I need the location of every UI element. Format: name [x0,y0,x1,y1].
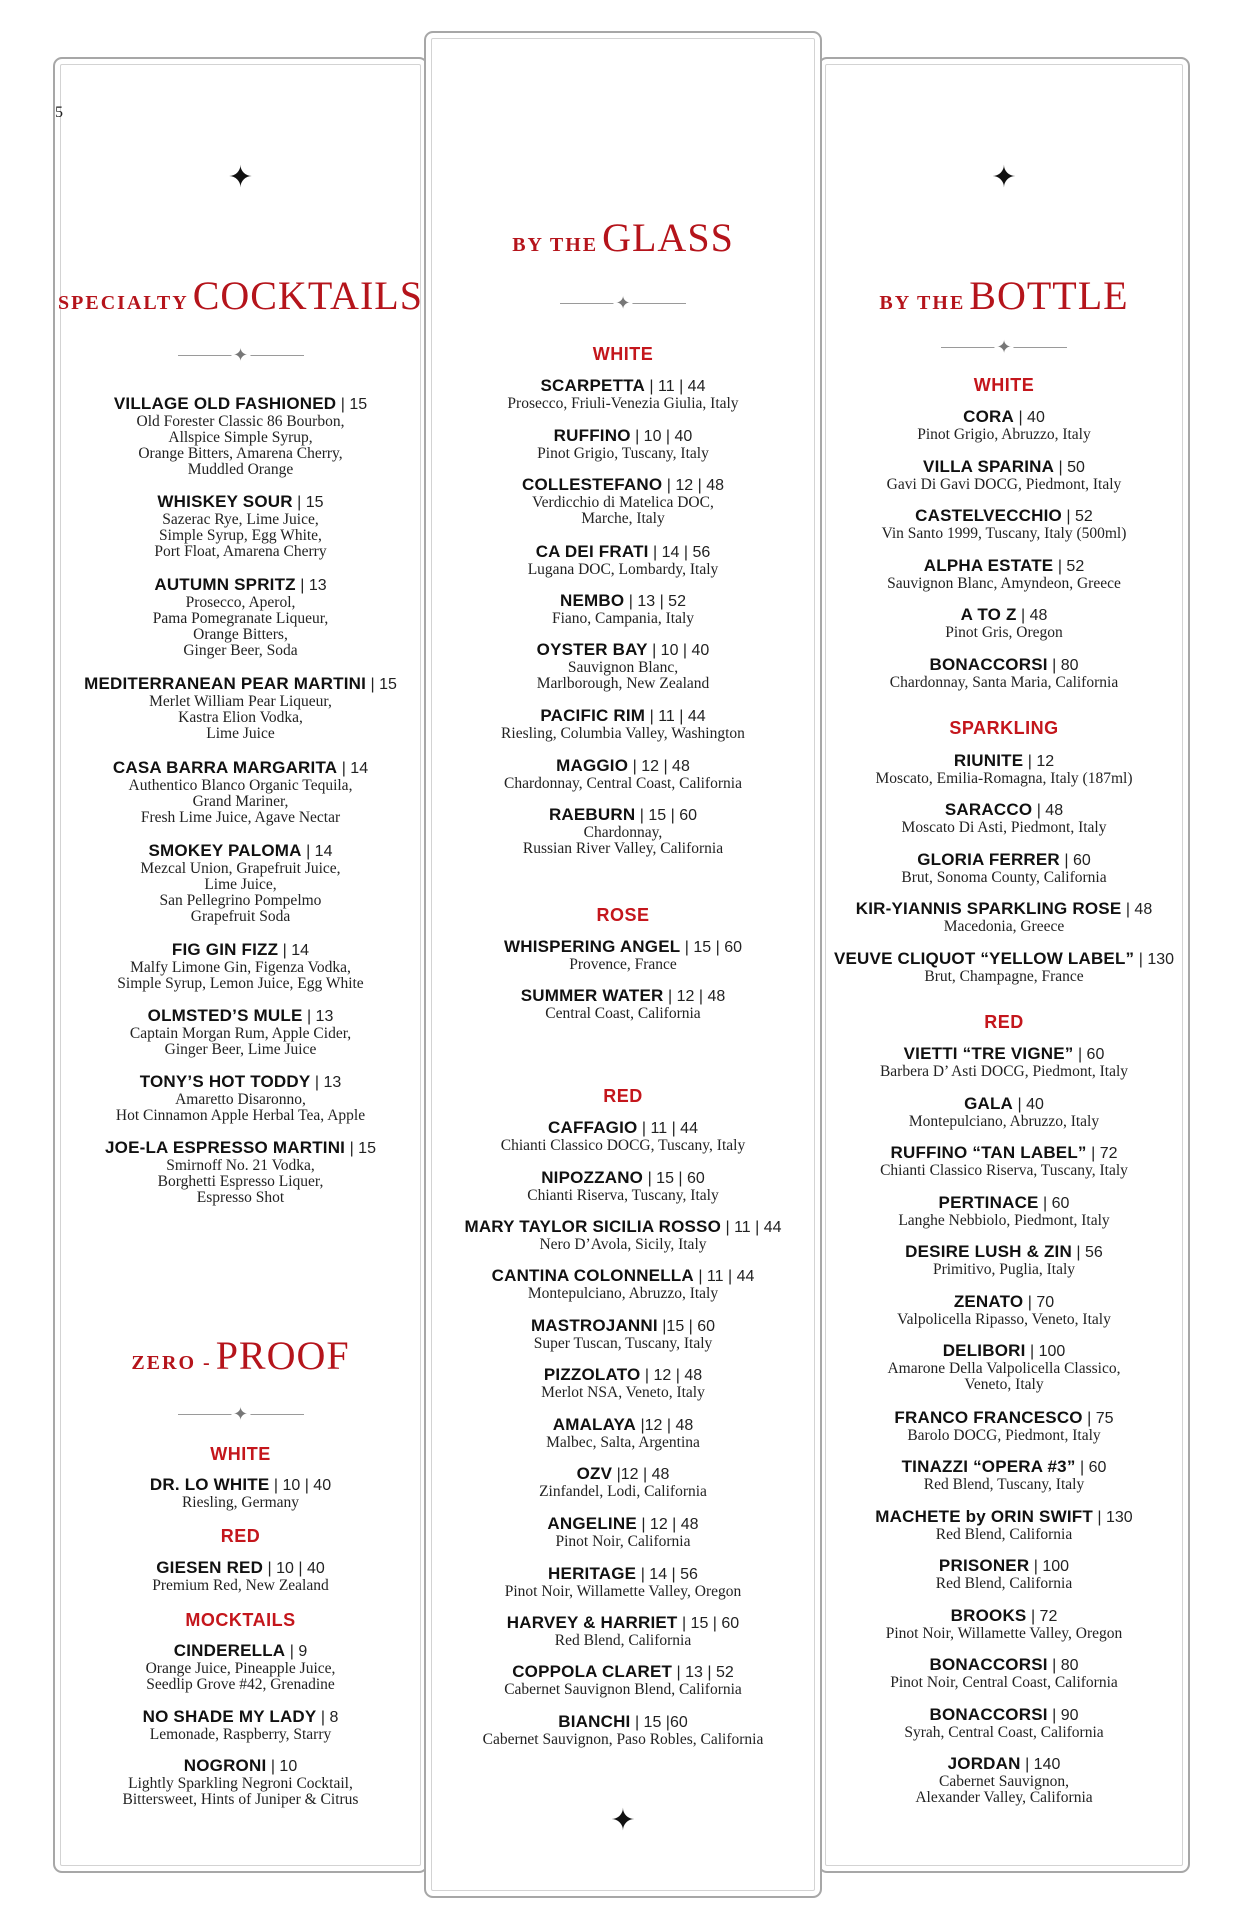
glass-title [424,214,822,261]
menu-item: TINAZZI “OPERA #3” | 60 Red Blend, Tuscany, Italy [901,1457,1107,1493]
menu-item: ALPHA ESTATE | 52 Sauvignon Blanc, Amyndeon, Greece [887,556,1121,592]
section-heading: RED [220,1526,261,1546]
menu-item: SMOKEY PALOMA | 14 Mezcal Union, Grapefruit Juice, Lime Juice, San Pellegrino Pompelmo Grapefruit Soda [140,841,341,925]
menu-item: AUTUMN SPRITZ | 13 Prosecco, Aperol, Pama Pomegranate Liqueur, Orange Bitters, Ginger Beer, Soda [152,575,329,659]
cocktails-title-small: SPECIALTY [58,292,189,314]
section-heading: RED [984,1012,1024,1032]
ornamental-divider [560,294,686,314]
menu-item: MARY TAYLOR SICILIA ROSSO | 11 | 44 Nero D’Avola, Sicily, Italy [464,1217,782,1253]
menu-item: VILLA SPARINA | 50 Gavi Di Gavi DOCG, Piedmont, Italy [886,457,1122,493]
section-heading: WHITE [592,344,654,364]
menu-item: A TO Z | 48 Pinot Gris, Oregon [945,605,1063,641]
menu-item: MACHETE by ORIN SWIFT | 130 Red Blend, California [875,1507,1133,1543]
menu-item: SARACCO | 48 Moscato Di Asti, Piedmont, Italy [901,800,1107,836]
menu-item: GIESEN RED | 10 | 40 Premium Red, New Zealand [152,1558,329,1594]
menu-item: CORA | 40 Pinot Grigio, Abruzzo, Italy [917,407,1091,443]
menu-item: VEUVE CLIQUOT “YELLOW LABEL” | 130 Brut, Champagne, France [833,949,1175,985]
menu-item: WHISPERING ANGEL | 15 | 60 Provence, France [503,937,743,973]
menu-item: NO SHADE MY LADY | 8 Lemonade, Raspberry, Starry [142,1707,339,1743]
section-heading: WHITE [210,1444,271,1464]
menu-item: TONY’S HOT TODDY | 13 Amaretto Disaronno, Hot Cinnamon Apple Herbal Tea, Apple [115,1072,366,1124]
menu-item: CAFFAGIO | 11 | 44 Chianti Classico DOCG, Tuscany, Italy [500,1118,746,1154]
menu-item: WHISKEY SOUR | 15 Sazerac Rye, Lime Juice, Simple Syrup, Egg White, Port Float, Amarena Cherry [154,492,327,560]
menu-item: COPPOLA CLARET | 13 | 52 Cabernet Sauvignon Blend, California [504,1662,742,1698]
menu-item: NEMBO | 13 | 52 Fiano, Campania, Italy [551,591,695,627]
menu-item: VILLAGE OLD FASHIONED | 15 Old Forester Classic 86 Bourbon, Allspice Simple Syrup, Orange Bitters, Amarena Cherry, Muddled Orange [113,394,368,478]
glass-title-large: GLASS [602,215,734,260]
menu-item: CANTINA COLONNELLA | 11 | 44 Montepulciano, Abruzzo, Italy [491,1266,755,1302]
menu-item: FIG GIN FIZZ | 14 Malfy Limone Gin, Figenza Vodka, Simple Syrup, Lemon Juice, Egg White [117,940,364,992]
menu-item: CINDERELLA | 9 Orange Juice, Pineapple Juice, Seedlip Grove #42, Grenadine [145,1641,336,1693]
page-number: 5 [55,104,63,121]
section-heading: RED [603,1086,643,1106]
menu-item: SCARPETTA | 11 | 44 Prosecco, Friuli-Venezia Giulia, Italy [507,376,739,412]
section-heading: WHITE [973,375,1035,395]
menu-item: BONACCORSI | 80 Chardonnay, Santa Maria, California [889,655,1119,691]
menu-item: PRISONER | 100 Red Blend, California [935,1556,1073,1592]
menu-item: MAGGIO | 12 | 48 Chardonnay, Central Coast, California [504,756,742,792]
menu-item: RIUNITE | 12 Moscato, Emilia-Romagna, Italy (187ml) [875,751,1133,787]
menu-item: RUFFINO | 10 | 40 Pinot Grigio, Tuscany, Italy [537,426,709,462]
menu-item: AMALAYA |12 | 48 Malbec, Salta, Argentina [546,1415,700,1451]
glass-title-small: BY THE [512,234,599,256]
menu-item: NIPOZZANO | 15 | 60 Chianti Riserva, Tuscany, Italy [527,1168,719,1204]
bottle-title-large: BOTTLE [969,273,1129,318]
menu-item: PERTINACE | 60 Langhe Nebbiolo, Piedmont, Italy [898,1193,1110,1229]
menu-item: BROOKS | 72 Pinot Noir, Willamette Valley, Oregon [885,1606,1123,1642]
four-point-star-icon: ✦ [610,1804,636,1837]
menu-item: DESIRE LUSH & ZIN | 56 Primitivo, Puglia, Italy [905,1242,1103,1278]
menu-item: JORDAN | 140 Cabernet Sauvignon, Alexander Valley, California [915,1754,1093,1806]
zero-title-small: ZERO - [131,1352,212,1374]
menu-item: FRANCO FRANCESCO | 75 Barolo DOCG, Piedmont, Italy [894,1408,1114,1444]
zero-title-large: PROOF [215,1333,350,1378]
ornamental-divider [941,338,1067,358]
bottle-title-small: BY THE [879,292,966,314]
menu-item: PACIFIC RIM | 11 | 44 Riesling, Columbia Valley, Washington [501,706,745,742]
menu-item: BIANCHI | 15 |60 Cabernet Sauvignon, Paso Robles, California [482,1712,764,1748]
divider-star-icon: ✦ [232,345,249,365]
menu-item: CASA BARRA MARGARITA | 14 Authentico Blanco Organic Tequila, Grand Mariner, Fresh Lime Juice, Agave Nectar [112,758,369,826]
menu-item: JOE-LA ESPRESSO MARTINI | 15 Smirnoff No. 21 Vodka, Borghetti Espresso Liquer, Espresso Shot [105,1138,376,1206]
menu-item: MASTROJANNI |15 | 60 Super Tuscan, Tuscany, Italy [530,1316,716,1352]
menu-item: HARVEY & HARRIET | 15 | 60 Red Blend, California [506,1613,740,1649]
cocktails-title [53,272,428,319]
bottle-title [818,272,1190,319]
menu-item: CA DEI FRATI | 14 | 56 Lugana DOC, Lombardy, Italy [527,542,719,578]
menu-item: DR. LO WHITE | 10 | 40 Riesling, Germany [149,1475,332,1511]
four-point-star-icon: ✦ [227,161,254,194]
menu-item: OYSTER BAY | 10 | 40 Sauvignon Blanc, Marlborough, New Zealand [536,640,710,692]
menu-item: ANGELINE | 12 | 48 Pinot Noir, California [547,1514,699,1550]
divider-star-icon: ✦ [615,293,631,313]
menu-item: DELIBORI | 100 Amarone Della Valpolicella Classico, Veneto, Italy [887,1341,1121,1393]
section-heading: ROSE [596,905,650,925]
menu-item: GALA | 40 Montepulciano, Abruzzo, Italy [908,1094,1100,1130]
menu-item: RUFFINO “TAN LABEL” | 72 Chianti Classico Riserva, Tuscany, Italy [880,1143,1128,1179]
four-point-star-icon: ✦ [991,161,1017,194]
menu-item: NOGRONI | 10 Lightly Sparkling Negroni Cocktail, Bittersweet, Hints of Juniper & Citrus [122,1756,359,1808]
menu-item: COLLESTEFANO | 12 | 48 Verdicchio di Matelica DOC, Marche, Italy [522,475,724,527]
ornamental-divider [178,346,304,366]
menu-item: BONACCORSI | 80 Pinot Noir, Central Coast, California [890,1655,1118,1691]
menu-item: SUMMER WATER | 12 | 48 Central Coast, California [520,986,726,1022]
menu-item: KIR-YIANNIS SPARKLING ROSE | 48 Macedonia, Greece [855,899,1153,935]
section-heading: MOCKTAILS [185,1610,296,1630]
menu-item: CASTELVECCHIO | 52 Vin Santo 1999, Tuscany, Italy (500ml) [881,506,1127,542]
menu-item: HERITAGE | 14 | 56 Pinot Noir, Willamette Valley, Oregon [504,1564,742,1600]
ornamental-divider [178,1405,304,1425]
divider-star-icon: ✦ [232,1404,249,1424]
menu-item: OZV |12 | 48 Zinfandel, Lodi, California [539,1464,707,1500]
menu-item: RAEBURN | 15 | 60 Chardonnay, Russian River Valley, California [522,805,724,857]
menu-item: VIETTI “TRE VIGNE” | 60 Barbera D’ Asti DOCG, Piedmont, Italy [879,1044,1129,1080]
section-heading: SPARKLING [949,718,1059,738]
menu-item: ZENATO | 70 Valpolicella Ripasso, Veneto, Italy [897,1292,1111,1328]
divider-star-icon: ✦ [996,337,1012,357]
menu-item: OLMSTED’S MULE | 13 Captain Morgan Rum, Apple Cider, Ginger Beer, Lime Juice [129,1006,352,1058]
menu-item: PIZZOLATO | 12 | 48 Merlot NSA, Veneto, Italy [541,1365,705,1401]
cocktails-title-large: COCKTAILS [192,273,423,318]
menu-item: BONACCORSI | 90 Syrah, Central Coast, California [904,1705,1104,1741]
menu-item: MEDITERRANEAN PEAR MARTINI | 15 Merlet William Pear Liqueur, Kastra Elion Vodka, Lime Juice [84,674,397,742]
zero-proof-title [53,1332,428,1379]
menu-item: GLORIA FERRER | 60 Brut, Sonoma County, California [901,850,1107,886]
